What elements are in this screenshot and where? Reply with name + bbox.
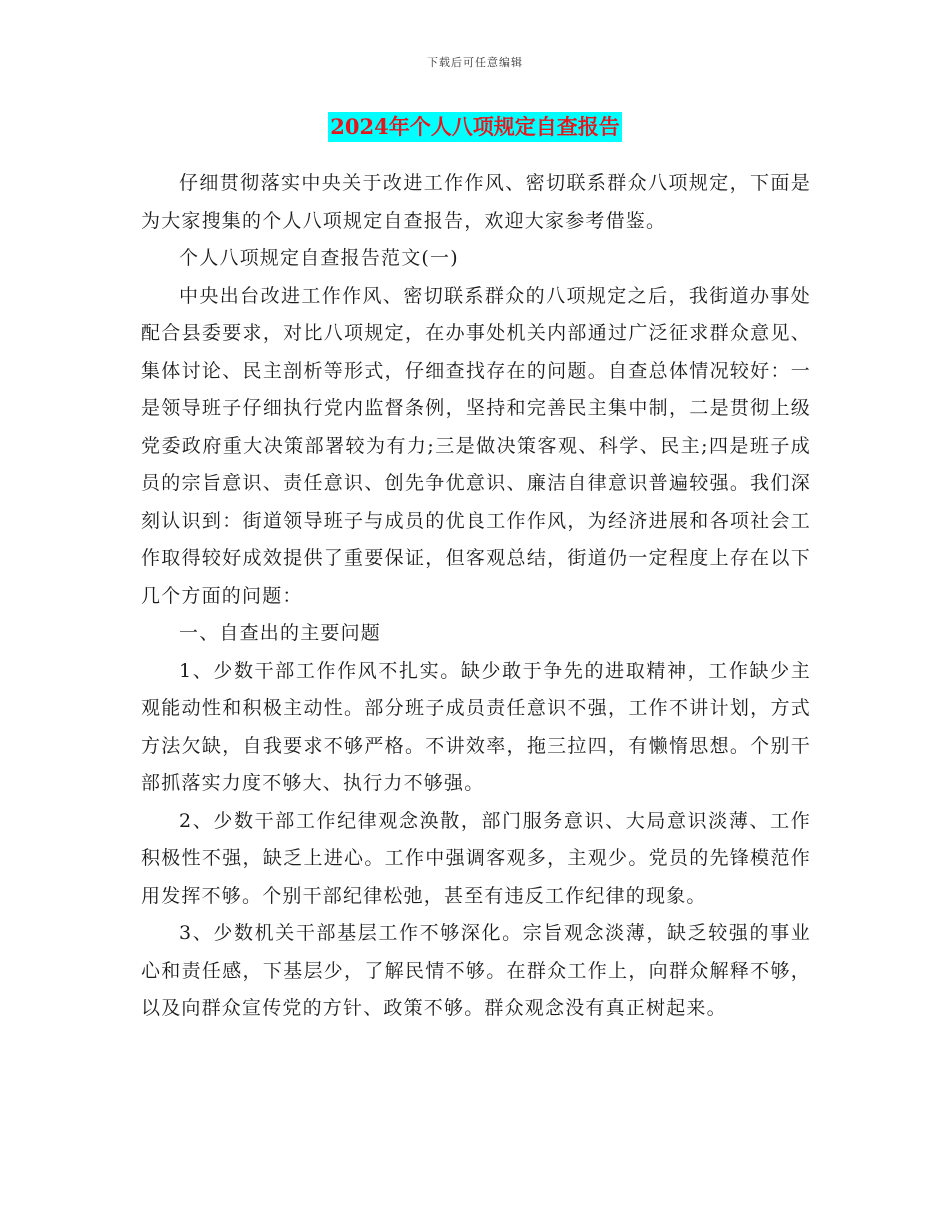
header-note: 下载后可任意编辑 <box>427 56 523 69</box>
problem-item-3: 3、少数机关干部基层工作不够深化。宗旨观念淡薄，缺乏较强的事业心和责任感，下基层少，了解民情不够。在群众工作上，向群众解释不够，以及向群众宣传党的方针、政策不够。群众观念没有真正树起来。 <box>141 922 811 1019</box>
section-heading-sample-one: 个人八项规定自查报告范文(一) <box>179 247 459 269</box>
document-title: 2024年个人八项规定自查报告 <box>328 112 621 142</box>
overview-paragraph: 中央出台改进工作作风、密切联系群众的八项规定之后，我街道办事处配合县委要求，对比八项规定，在办事处机关内部通过广泛征求群众意见、集体讨论、民主剖析等形式，仔细查找存在的问题。自查总体情况较好：一是领导班子仔细执行党内监督条例，坚持和完善民主集中制，二是贯彻上级党委政府重大决策部署较为有力;三是做决策客观、科学、民主;四是班子成员的宗旨意识、责任意识、创先争优意识、廉洁自律意识普遍较强。我们深刻认识到：街道领导班子与成员的优良工作作风，为经济进展和各项社会工作取得较好成效提供了重要保证，但客观总结，街道仍一定程度上存在以下几个方面的问题： <box>141 284 811 607</box>
problem-item-1: 1、少数干部工作作风不扎实。缺少敢于争先的进取精神，工作缺少主观能动性和积极主动性。部分班子成员责任意识不强，工作不讲计划，方式方法欠缺，自我要求不够严格。不讲效率，拖三拉四，有懒惰思想。个别干部抓落实力度不够大、执行力不够强。 <box>141 659 811 794</box>
document-body <box>141 165 811 1028</box>
intro-paragraph: 仔细贯彻落实中央关于改进工作作风、密切联系群众八项规定，下面是为大家搜集的个人八项规定自查报告，欢迎大家参考借鉴。 <box>141 172 811 232</box>
title-wrapper <box>0 112 950 142</box>
section-heading-main-problems: 一、自查出的主要问题 <box>179 622 382 644</box>
problem-item-2: 2、少数干部工作纪律观念涣散，部门服务意识、大局意识淡薄、工作积极性不强，缺乏上进心。工作中强调客观多，主观少。党员的先锋模范作用发挥不够。个别干部纪律松弛，甚至有违反工作纪律的现象。 <box>141 809 811 907</box>
